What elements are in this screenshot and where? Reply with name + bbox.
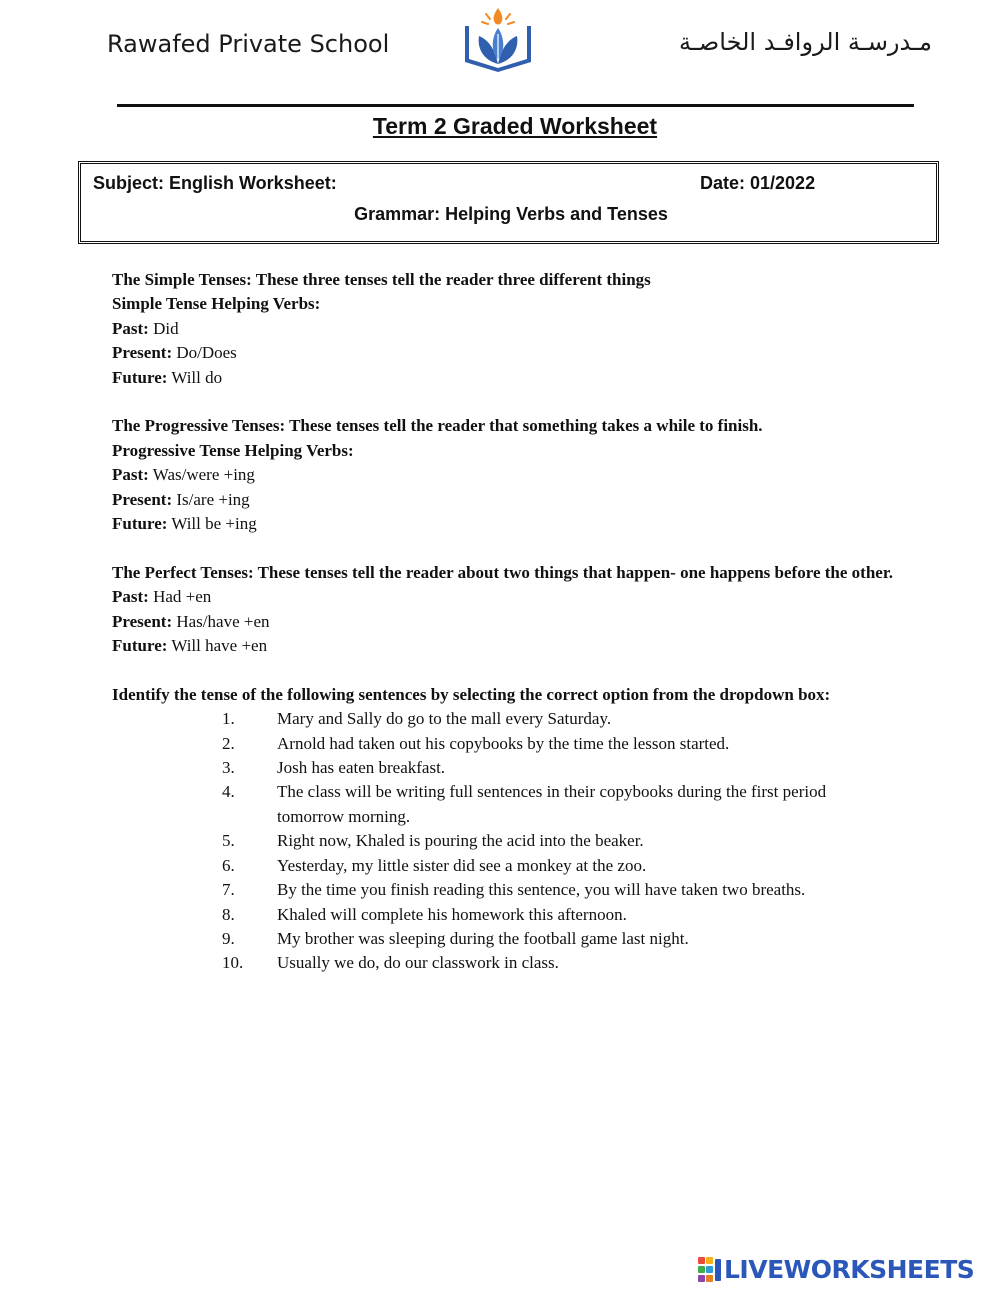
tense-value: Had +en xyxy=(148,587,212,607)
question-item xyxy=(112,829,877,853)
question-text: The class will be writing full sentences in their copybooks during the first period tomorrow morning. xyxy=(277,782,827,826)
question-number: 3. xyxy=(222,758,235,778)
simple-tenses-section xyxy=(112,268,922,390)
tense-value: Was/were +ing xyxy=(148,465,255,485)
question-text: By the time you finish reading this sentence, you will have taken two breaths. xyxy=(277,880,806,900)
date-label: Date: 01/2022 xyxy=(700,173,816,193)
tense-item-future xyxy=(112,366,922,390)
question-item xyxy=(112,927,877,951)
question-number: 1. xyxy=(222,709,235,729)
question-item xyxy=(112,756,877,780)
tense-value: Do/Does xyxy=(172,343,237,363)
question-text: My brother was sleeping during the football game last night. xyxy=(277,928,689,948)
tense-item-future xyxy=(112,512,922,536)
question-item xyxy=(112,903,877,927)
tense-value: Will have +en xyxy=(167,636,268,656)
tense-item-past xyxy=(112,317,922,341)
tense-item-past xyxy=(112,585,922,609)
section-heading: The Perfect Tenses: These tenses tell the reader about two things that happen- one happens before the other. xyxy=(112,562,894,582)
section-heading: The Simple Tenses: These three tenses tell the reader three different things xyxy=(112,270,651,289)
section-subheading: Simple Tense Helping Verbs: xyxy=(112,294,321,314)
tense-item-future xyxy=(112,634,922,658)
tense-label: Present: xyxy=(112,611,173,631)
question-text: Arnold had taken out his copybooks by the time the lesson started. xyxy=(277,733,730,753)
question-text: Right now, Khaled is pouring the acid into the beaker. xyxy=(277,831,644,851)
tense-label: Past: xyxy=(112,318,149,338)
tense-value: Has/have +en xyxy=(172,611,270,631)
school-name-english: Rawafed Private School xyxy=(107,30,390,58)
liveworksheets-logo-icon xyxy=(698,1257,722,1283)
tense-label: Present: xyxy=(112,343,173,363)
liveworksheets-brand[interactable] xyxy=(698,1255,974,1284)
instructions: Identify the tense of the following sentences by selecting the correct option from the dropdown box: xyxy=(112,684,831,704)
question-text: Yesterday, my little sister did see a monkey at the zoo. xyxy=(277,855,647,875)
question-number: 7. xyxy=(222,880,235,900)
tense-value: Is/are +ing xyxy=(172,489,250,509)
question-number: 2. xyxy=(222,733,235,753)
question-text: Khaled will complete his homework this afternoon. xyxy=(277,904,627,924)
question-item xyxy=(112,878,877,902)
question-item xyxy=(112,780,877,829)
tense-item-present xyxy=(112,488,922,512)
tense-label: Future: xyxy=(112,514,168,534)
question-number: 4. xyxy=(222,782,235,802)
question-number: 9. xyxy=(222,928,235,948)
tense-label: Present: xyxy=(112,489,173,509)
tense-label: Past: xyxy=(112,465,149,485)
tense-value: Will do xyxy=(167,367,223,387)
info-box xyxy=(78,161,939,244)
school-logo-icon xyxy=(461,4,535,76)
tense-label: Future: xyxy=(112,636,168,656)
tense-value: Will be +ing xyxy=(167,514,257,534)
question-item xyxy=(112,732,877,756)
tense-item-present xyxy=(112,610,922,634)
section-subheading: Progressive Tense Helping Verbs: xyxy=(112,440,354,460)
progressive-tenses-section xyxy=(112,414,922,536)
tense-label: Past: xyxy=(112,587,149,607)
school-name-arabic: مـدرسـة الروافـد الخاصـة xyxy=(679,28,932,56)
question-text: Usually we do, do our classwork in class. xyxy=(277,953,559,973)
tense-value: Did xyxy=(148,318,179,338)
question-text: Josh has eaten breakfast. xyxy=(277,758,446,778)
question-item xyxy=(112,854,877,878)
question-item xyxy=(112,707,877,731)
grammar-topic: Grammar: Helping Verbs and Tenses xyxy=(354,204,668,224)
perfect-tenses-section xyxy=(112,561,922,659)
brand-text: LIVEWORKSHEETS xyxy=(724,1255,975,1284)
question-text: Mary and Sally do go to the mall every Saturday. xyxy=(277,709,612,729)
worksheet-title: Term 2 Graded Worksheet xyxy=(372,113,658,139)
question-list xyxy=(112,707,922,975)
question-item xyxy=(112,951,877,975)
tense-label: Future: xyxy=(112,367,168,387)
worksheet-content xyxy=(112,268,922,976)
question-number: 5. xyxy=(222,831,235,851)
tense-item-past xyxy=(112,463,922,487)
tense-item-present xyxy=(112,341,922,365)
subject-label: Subject: English Worksheet: xyxy=(93,173,337,193)
question-number: 8. xyxy=(222,904,235,924)
question-number: 6. xyxy=(222,855,235,875)
question-number: 10. xyxy=(222,953,244,973)
header-divider xyxy=(117,104,914,107)
section-heading: The Progressive Tenses: These tenses tell the reader that something takes a while to finish. xyxy=(112,416,763,436)
